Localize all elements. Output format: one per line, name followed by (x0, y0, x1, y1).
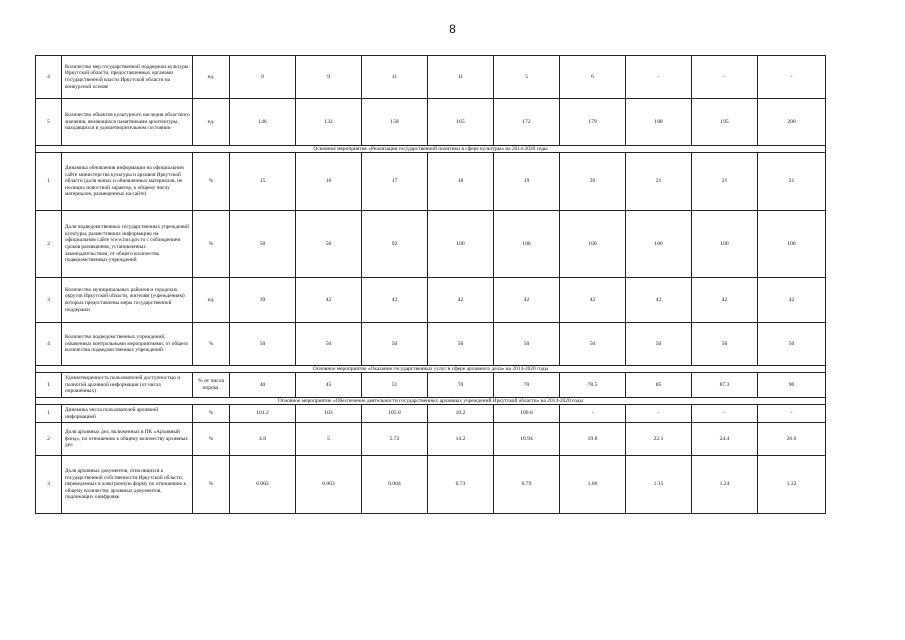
unit-cell: ед. (193, 99, 230, 146)
table-row (36, 99, 826, 146)
row-number: 1 (36, 153, 62, 211)
indicator-name: Динамика обновления информации на официальном сайте министерства культуры и архивов Иркутской области (доля новых и обновленных материалов, не носящих новостной характер, к общему числу материалов, размещенных на сайте) (62, 153, 193, 211)
value-cell: 0.73 (428, 456, 494, 514)
value-cell: 100 (428, 211, 494, 278)
section-header-row (36, 146, 826, 153)
value-cell: 22.1 (626, 423, 692, 456)
value-cell: 179 (560, 99, 626, 146)
row-number: 4 (36, 56, 62, 99)
value-cell: 78.5 (560, 373, 626, 398)
value-cell: - (560, 405, 626, 423)
table-row (36, 456, 826, 514)
value-cell: 5 (494, 56, 560, 99)
value-cell: - (692, 405, 758, 423)
indicator-name: Доля архивных документов, относящихся к государственной собственности Иркутской области, переведенных в электронную форму по отношению к общему количеству архивных документов, подлежащих оцифровке (62, 456, 193, 514)
value-cell: 50 (494, 323, 560, 366)
value-cell: 100 (758, 211, 826, 278)
value-cell: 195 (692, 99, 758, 146)
value-cell: - (626, 56, 692, 99)
unit-cell: % от числа опрош. (193, 373, 230, 398)
indicator-name: Количество муниципальных районов и городских округов Иркутской области, жителям (учреждениям) которых предоставлены меры государственной поддержки (62, 278, 193, 323)
indicator-name: Количество объектов культурного наследия областного значения, являющихся памятниками архитектуры, находящихся в удовлетворительном состоянии (62, 99, 193, 146)
value-cell: 85 (626, 373, 692, 398)
value-cell: 51 (362, 373, 428, 398)
value-cell: 100 (626, 211, 692, 278)
value-cell: 50 (758, 323, 826, 366)
row-number: 2 (36, 211, 62, 278)
value-cell: 5.72 (362, 423, 428, 456)
value-cell: 42 (494, 278, 560, 323)
value-cell: 100 (560, 211, 626, 278)
value-cell: 14.2 (428, 423, 494, 456)
value-cell: 21 (692, 153, 758, 211)
value-cell: 200 (758, 99, 826, 146)
section-title: Основное мероприятие «Реализация государственной политики в сфере культуры» на 2014-2020 годы (36, 146, 826, 153)
section-header-row (36, 366, 826, 373)
value-cell: 42 (626, 278, 692, 323)
row-number: 1 (36, 373, 62, 398)
row-number: 3 (36, 278, 62, 323)
value-cell: 42 (758, 278, 826, 323)
value-cell: 19.8 (560, 423, 626, 456)
indicator-name: Доля подведомственных государственных учреждений культуры, разместивших информацию на официальном сайте www.bus.gov.ru с соблюдением сроков размещения, установленных законодательством, от общего количества подведомственных учреждений (62, 211, 193, 278)
value-cell: 21 (626, 153, 692, 211)
table-row (36, 211, 826, 278)
value-cell: 10.2 (428, 405, 494, 423)
unit-cell: % (193, 153, 230, 211)
unit-cell: % (193, 211, 230, 278)
value-cell: 70 (494, 373, 560, 398)
value-cell: 9 (296, 56, 362, 99)
value-cell: 42 (428, 278, 494, 323)
indicator-name: Количество подведомственных учреждений, охваченных контрольными мероприятиями, от общего количества подведомственных учреждений (62, 323, 193, 366)
value-cell: 100 (692, 211, 758, 278)
value-cell: 132 (296, 99, 362, 146)
value-cell: 70 (428, 373, 494, 398)
section-header-row (36, 398, 826, 405)
value-cell: 105.8 (362, 405, 428, 423)
value-cell: 17 (362, 153, 428, 211)
value-cell: 0.79 (494, 456, 560, 514)
row-number: 2 (36, 423, 62, 456)
value-cell: 5 (296, 423, 362, 456)
table-row (36, 153, 826, 211)
unit-cell: % (193, 323, 230, 366)
value-cell: 50 (362, 323, 428, 366)
row-number: 5 (36, 99, 62, 146)
value-cell: 16.94 (494, 423, 560, 456)
value-cell: 40 (230, 373, 296, 398)
value-cell: 50 (230, 323, 296, 366)
value-cell: 1.15 (626, 456, 692, 514)
value-cell: 26.6 (758, 423, 826, 456)
value-cell: 50 (692, 323, 758, 366)
indicator-name: Доля архивных дел, включенных в ПК «Архивный фонд», по отношению к общему количеству архивных дел (62, 423, 193, 456)
value-cell: 165 (428, 99, 494, 146)
value-cell: 87.3 (692, 373, 758, 398)
row-number: 4 (36, 323, 62, 366)
value-cell: 101.2 (230, 405, 296, 423)
value-cell: 188 (626, 99, 692, 146)
value-cell: 50 (230, 211, 296, 278)
value-cell: 0.002 (230, 456, 296, 514)
value-cell: 100.6 (494, 405, 560, 423)
value-cell: 50 (560, 323, 626, 366)
value-cell: 16 (296, 153, 362, 211)
value-cell: 15 (230, 153, 296, 211)
value-cell: 4.8 (230, 423, 296, 456)
table-row (36, 323, 826, 366)
unit-cell: % (193, 405, 230, 423)
value-cell: 90 (758, 373, 826, 398)
value-cell: 20 (560, 153, 626, 211)
value-cell: 1.32 (758, 456, 826, 514)
value-cell: - (758, 56, 826, 99)
value-cell: 6 (560, 56, 626, 99)
unit-cell: ед. (193, 56, 230, 99)
indicator-name: Количество мер государственной поддержки культуры Иркутской области, предоставленных органами государственной власти Иркутской области на конкурсной основе (62, 56, 193, 99)
value-cell: 24.4 (692, 423, 758, 456)
value-cell: 1.06 (560, 456, 626, 514)
table-row (36, 405, 826, 423)
value-cell: 50 (296, 211, 362, 278)
value-cell: 45 (296, 373, 362, 398)
table-row (36, 278, 826, 323)
row-number: 3 (36, 456, 62, 514)
value-cell: 158 (362, 99, 428, 146)
value-cell: 172 (494, 99, 560, 146)
table-row (36, 423, 826, 456)
value-cell: 146 (230, 99, 296, 146)
table-row (36, 373, 826, 398)
value-cell: 11 (428, 56, 494, 99)
value-cell: 50 (626, 323, 692, 366)
indicator-name: Удовлетворенность пользователей доступностью и полнотой архивной информации (от числа опрошенных) (62, 373, 193, 398)
value-cell: 92 (362, 211, 428, 278)
section-title: Основное мероприятие «Обеспечение деятельности государственных архивных учреждений Иркутской области» на 2014-2020 годы (36, 398, 826, 405)
table-body (36, 56, 826, 514)
value-cell: - (758, 405, 826, 423)
value-cell: 39 (230, 278, 296, 323)
value-cell: 19 (494, 153, 560, 211)
value-cell: 0.004 (362, 456, 428, 514)
value-cell: 100 (494, 211, 560, 278)
value-cell: 42 (560, 278, 626, 323)
indicators-table (35, 55, 826, 514)
row-number: 1 (36, 405, 62, 423)
unit-cell: ед. (193, 278, 230, 323)
section-title: Основное мероприятие «Оказание государственных услуг в сфере архивного дела» на 2014-2020 годы (36, 366, 826, 373)
value-cell: 50 (296, 323, 362, 366)
value-cell: 11 (362, 56, 428, 99)
value-cell: 21 (758, 153, 826, 211)
indicator-name: Динамика числа пользователей архивной информацией (62, 405, 193, 423)
table-row (36, 56, 826, 99)
value-cell: 9 (230, 56, 296, 99)
unit-cell: % (193, 456, 230, 514)
page-number: 8 (449, 22, 456, 36)
value-cell: 50 (428, 323, 494, 366)
value-cell: 42 (692, 278, 758, 323)
value-cell: 0.003 (296, 456, 362, 514)
value-cell: 1.24 (692, 456, 758, 514)
value-cell: 42 (296, 278, 362, 323)
value-cell: 18 (428, 153, 494, 211)
value-cell: - (626, 405, 692, 423)
value-cell: 42 (362, 278, 428, 323)
unit-cell: % (193, 423, 230, 456)
value-cell: - (692, 56, 758, 99)
value-cell: 103 (296, 405, 362, 423)
